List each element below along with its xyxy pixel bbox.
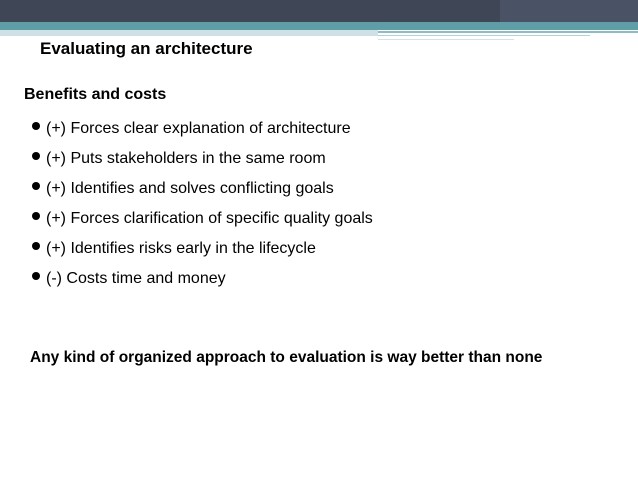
header-band-teal [0, 22, 638, 30]
bullet-item [32, 204, 373, 234]
bullet-text: (+) Identifies risks early in the lifecycle [46, 240, 316, 257]
bullet-text: (-) Costs time and money [46, 270, 226, 287]
header-band-light [0, 30, 378, 36]
bullet-item [32, 114, 373, 144]
bullet-text: (+) Forces clear explanation of architecture [46, 120, 351, 137]
header-rule-line [378, 35, 590, 36]
bullet-item [32, 234, 373, 264]
bullet-item [32, 174, 373, 204]
bullet-text: (+) Identifies and solves conflicting goals [46, 180, 334, 197]
header-rule-line [378, 31, 638, 33]
bullet-icon [32, 182, 40, 190]
bullet-text: (+) Puts stakeholders in the same room [46, 150, 326, 167]
bullet-icon [32, 152, 40, 160]
header-rule-line [378, 39, 514, 40]
bullet-text: (+) Forces clarification of specific quality goals [46, 210, 373, 227]
bullet-icon [32, 122, 40, 130]
bullet-item [32, 144, 373, 174]
conclusion-text: Any kind of organized approach to evaluation is way better than none [30, 349, 543, 366]
section-heading: Benefits and costs [24, 86, 167, 103]
bullet-list [32, 114, 373, 294]
slide-title: Evaluating an architecture [40, 39, 253, 58]
bullet-icon [32, 242, 40, 250]
bullet-icon [32, 272, 40, 280]
bullet-item [32, 264, 373, 294]
bullet-icon [32, 212, 40, 220]
header-band-accent [500, 0, 638, 22]
